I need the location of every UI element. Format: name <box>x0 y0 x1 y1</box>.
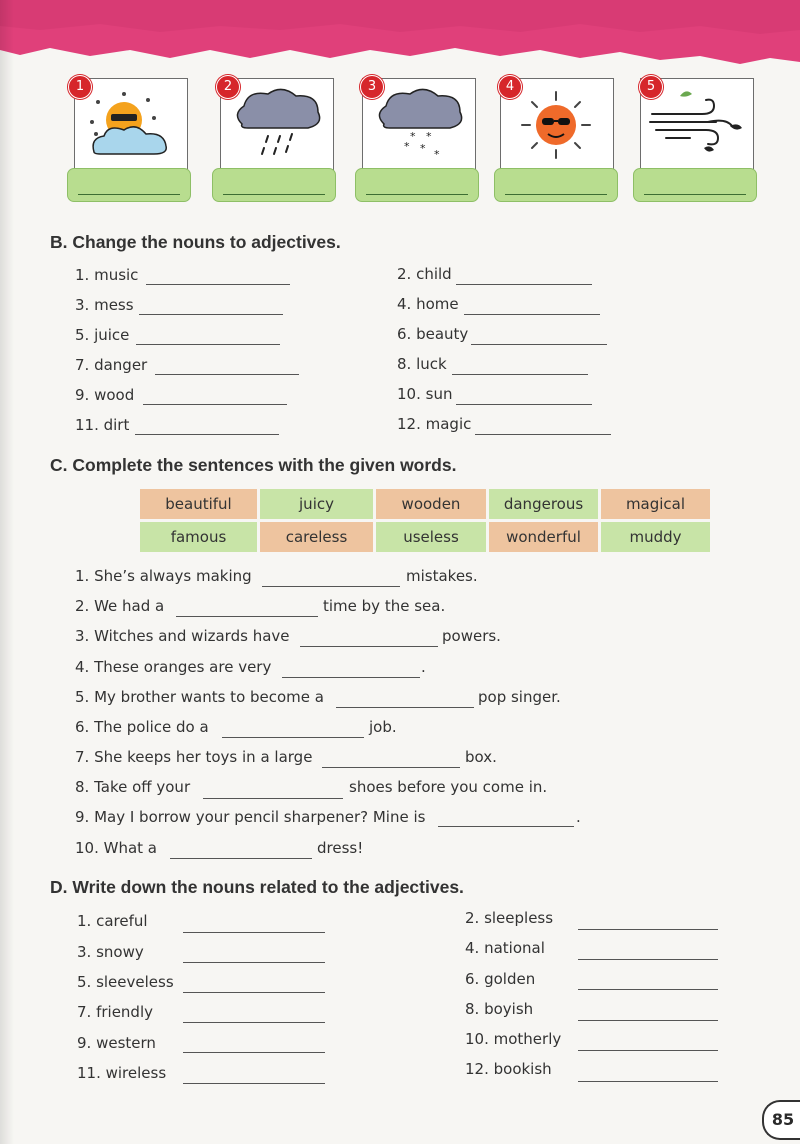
d-blank-2[interactable] <box>578 929 718 930</box>
c-sentence-5-end: pop singer. <box>478 688 561 706</box>
c-sentence-7-end: box. <box>465 748 497 766</box>
b-blank-11[interactable] <box>135 434 279 435</box>
weather-number-4: 4 <box>498 75 522 99</box>
c-blank-6[interactable] <box>222 737 364 738</box>
d-item-2: 2. sleepless <box>465 909 554 927</box>
b-item-1: 1. music <box>75 266 139 284</box>
c-blank-8[interactable] <box>203 798 343 799</box>
b-blank-7[interactable] <box>155 374 299 375</box>
c-blank-1[interactable] <box>262 586 400 587</box>
c-sentence-9-start: 9. May I borrow your pencil sharpener? Mine is <box>75 808 426 826</box>
d-item-9: 9. western <box>77 1034 156 1052</box>
c-blank-2[interactable] <box>176 616 318 617</box>
word-bank-cell: careless <box>260 522 373 552</box>
weather-answer-3[interactable] <box>355 168 479 202</box>
word-bank-cell: wooden <box>376 489 486 519</box>
sunny-cloudy-icon <box>84 88 179 160</box>
c-sentence-10-end: dress! <box>317 839 364 857</box>
c-sentence-7-start: 7. She keeps her toys in a large <box>75 748 313 766</box>
d-blank-1[interactable] <box>183 932 325 933</box>
b-item-9: 9. wood <box>75 386 135 404</box>
weather-number-2: 2 <box>216 75 240 99</box>
snowy-icon <box>370 84 468 162</box>
d-blank-10[interactable] <box>578 1050 718 1051</box>
d-item-11: 11. wireless <box>77 1064 167 1082</box>
d-item-10: 10. motherly <box>465 1030 562 1048</box>
b-item-8: 8. luck <box>397 355 447 373</box>
d-blank-12[interactable] <box>578 1081 718 1082</box>
b-blank-4[interactable] <box>464 314 600 315</box>
c-sentence-3-end: powers. <box>442 627 501 645</box>
svg-text:*: * <box>420 142 426 155</box>
weather-answer-4[interactable] <box>494 168 618 202</box>
b-item-10: 10. sun <box>397 385 453 403</box>
weather-answer-2[interactable] <box>212 168 336 202</box>
b-item-3: 3. mess <box>75 296 134 314</box>
windy-icon <box>646 86 746 162</box>
d-item-1: 1. careful <box>77 912 148 930</box>
c-sentence-8-start: 8. Take off your <box>75 778 191 796</box>
weather-number-3: 3 <box>360 75 384 99</box>
section-c-title: C. Complete the sentences with the given words. <box>50 455 457 475</box>
word-bank-cell: juicy <box>260 489 373 519</box>
d-blank-8[interactable] <box>578 1020 718 1021</box>
d-blank-6[interactable] <box>578 989 718 990</box>
weather-answer-5[interactable] <box>633 168 757 202</box>
b-item-2: 2. child <box>397 265 452 283</box>
c-sentence-8-end: shoes before you come in. <box>349 778 548 796</box>
c-sentence-6-end: job. <box>369 718 397 736</box>
b-blank-12[interactable] <box>475 434 611 435</box>
rainy-icon <box>228 84 326 162</box>
svg-text:*: * <box>410 130 416 143</box>
word-bank-cell: famous <box>140 522 257 552</box>
page-gutter-shadow <box>0 0 14 1144</box>
sunglasses-sun-icon <box>516 90 596 160</box>
d-blank-4[interactable] <box>578 959 718 960</box>
c-sentence-1-start: 1. She’s always making <box>75 567 252 585</box>
b-item-5: 5. juice <box>75 326 130 344</box>
c-sentence-5-start: 5. My brother wants to become a <box>75 688 324 706</box>
weather-number-5: 5 <box>639 75 663 99</box>
word-bank-cell: useless <box>376 522 486 552</box>
d-item-4: 4. national <box>465 939 545 957</box>
d-item-3: 3. snowy <box>77 943 144 961</box>
top-decor-band <box>0 0 800 90</box>
d-blank-11[interactable] <box>183 1083 325 1084</box>
b-blank-10[interactable] <box>456 404 592 405</box>
section-b-title: B. Change the nouns to adjectives. <box>50 232 341 252</box>
c-blank-4[interactable] <box>282 677 420 678</box>
b-item-7: 7. danger <box>75 356 148 374</box>
b-item-4: 4. home <box>397 295 459 313</box>
c-sentence-9-end: . <box>576 808 581 826</box>
svg-text:*: * <box>434 148 440 161</box>
b-blank-5[interactable] <box>136 344 280 345</box>
c-blank-10[interactable] <box>170 858 312 859</box>
c-blank-7[interactable] <box>322 767 460 768</box>
b-blank-9[interactable] <box>143 404 287 405</box>
c-sentence-1-end: mistakes. <box>406 567 478 585</box>
c-sentence-4-end: . <box>421 658 426 676</box>
c-blank-9[interactable] <box>438 826 574 827</box>
c-sentence-2-end: time by the sea. <box>323 597 446 615</box>
d-item-8: 8. boyish <box>465 1000 534 1018</box>
b-blank-3[interactable] <box>139 314 283 315</box>
d-item-7: 7. friendly <box>77 1003 153 1021</box>
word-bank-cell: muddy <box>601 522 710 552</box>
d-blank-7[interactable] <box>183 1022 325 1023</box>
word-bank-cell: wonderful <box>489 522 598 552</box>
b-blank-1[interactable] <box>146 284 290 285</box>
d-item-5: 5. sleeveless <box>77 973 174 991</box>
c-sentence-10-start: 10. What a <box>75 839 157 857</box>
word-bank-cell: dangerous <box>489 489 598 519</box>
b-blank-6[interactable] <box>471 344 607 345</box>
c-sentence-3-start: 3. Witches and wizards have <box>75 627 290 645</box>
weather-number-1: 1 <box>68 75 92 99</box>
c-sentence-2-start: 2. We had a <box>75 597 165 615</box>
b-blank-8[interactable] <box>452 374 588 375</box>
b-item-6: 6. beauty <box>397 325 469 343</box>
word-bank-cell: beautiful <box>140 489 257 519</box>
c-sentence-6-start: 6. The police do a <box>75 718 209 736</box>
svg-text:*: * <box>426 130 432 143</box>
d-blank-9[interactable] <box>183 1052 325 1053</box>
section-d-title: D. Write down the nouns related to the adjectives. <box>50 877 464 897</box>
c-blank-5[interactable] <box>336 707 474 708</box>
d-item-6: 6. golden <box>465 970 536 988</box>
b-item-12: 12. magic <box>397 415 472 433</box>
d-item-12: 12. bookish <box>465 1060 552 1078</box>
b-item-11: 11. dirt <box>75 416 130 434</box>
d-blank-3[interactable] <box>183 962 325 963</box>
weather-answer-1[interactable] <box>67 168 191 202</box>
word-bank-cell: magical <box>601 489 710 519</box>
svg-text:*: * <box>404 140 410 153</box>
c-sentence-4-start: 4. These oranges are very <box>75 658 272 676</box>
c-blank-3[interactable] <box>300 646 438 647</box>
d-blank-5[interactable] <box>183 992 325 993</box>
page-number: 85 <box>762 1100 800 1140</box>
b-blank-2[interactable] <box>456 284 592 285</box>
